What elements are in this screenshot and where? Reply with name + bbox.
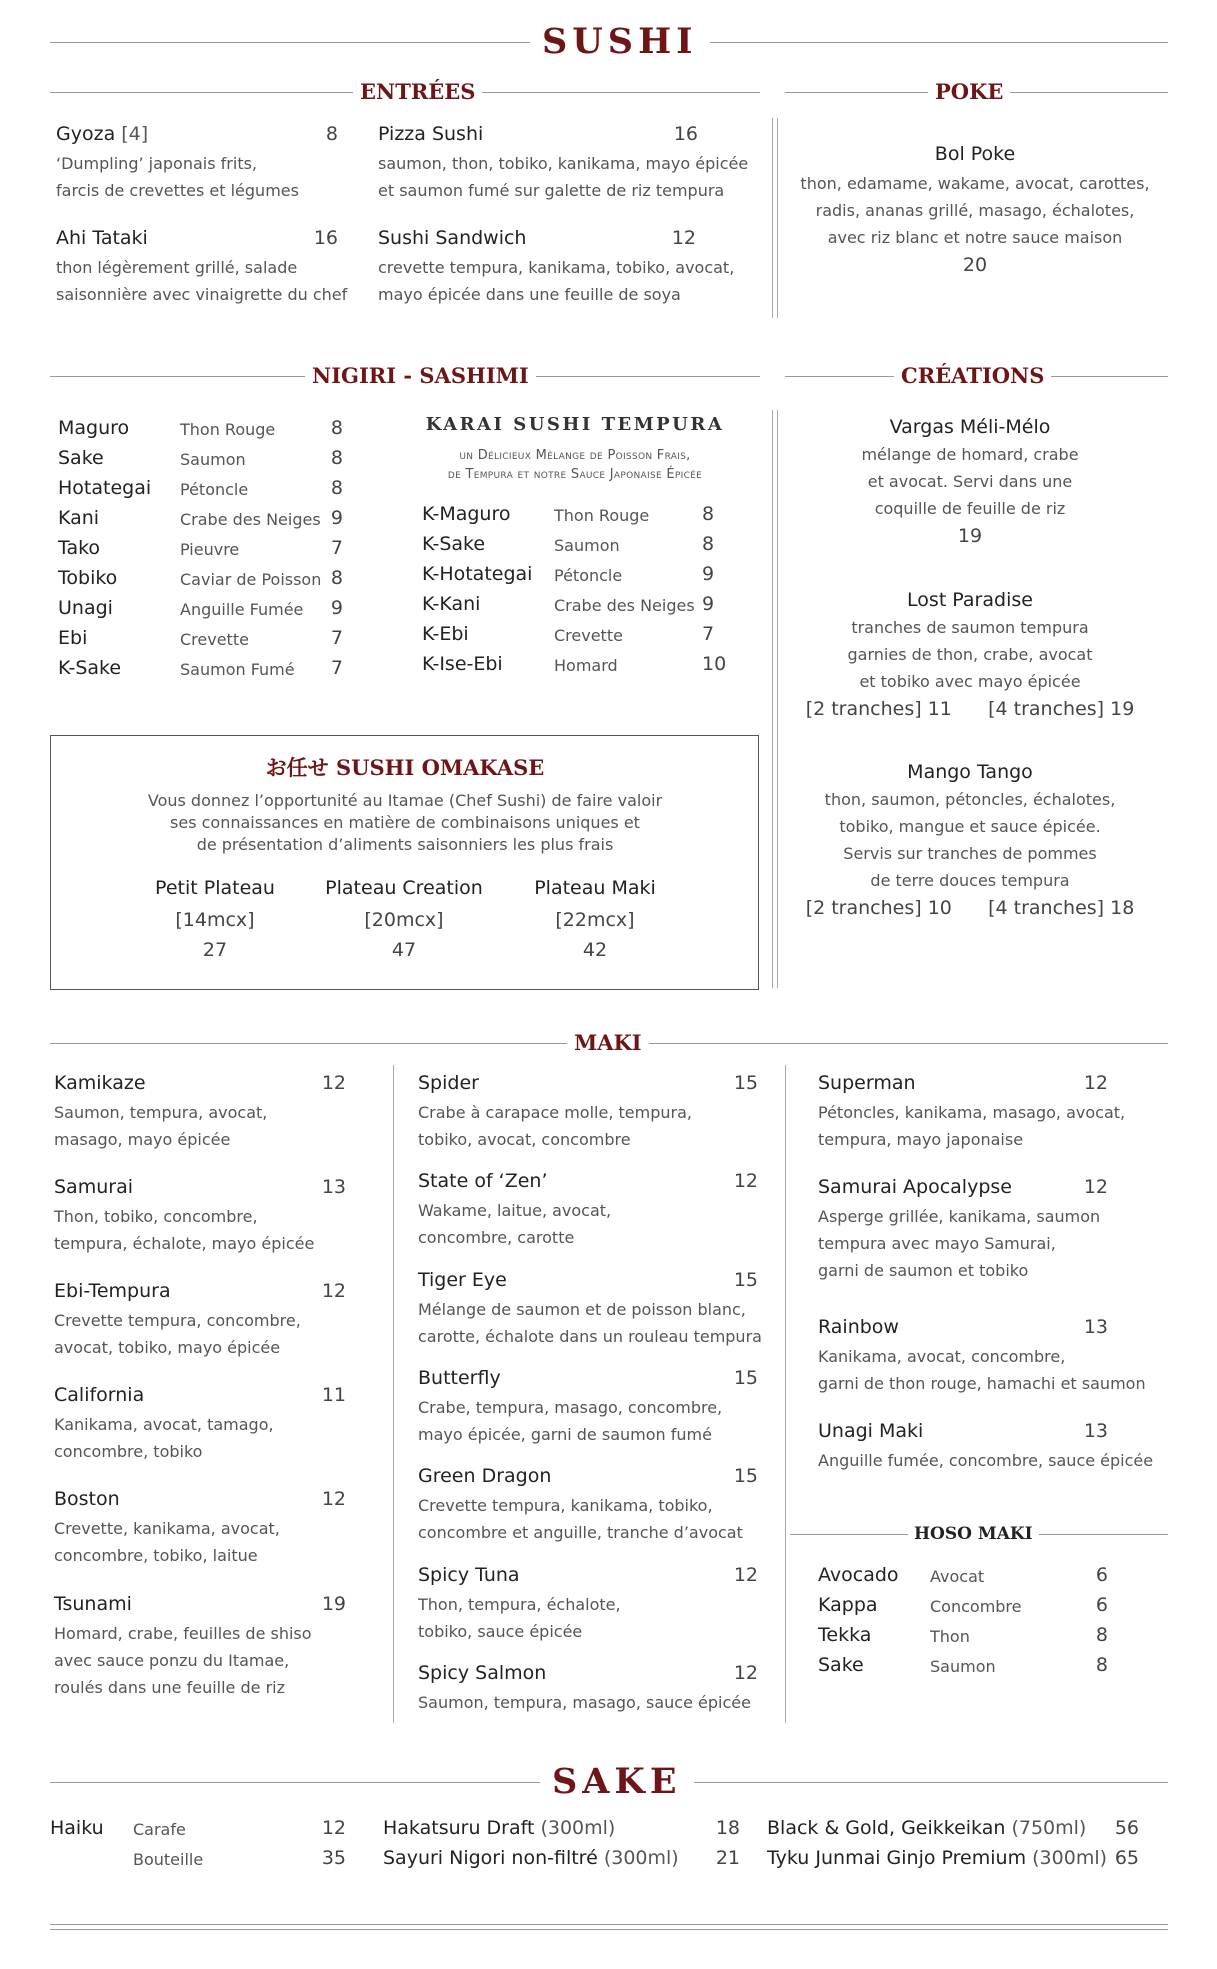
- list-item: K-Hotategai Pétoncle 9: [422, 563, 715, 585]
- list-item: Kani Crabe des Neiges 9: [58, 507, 343, 529]
- list-item: K-Kani Crabe des Neiges 9: [422, 593, 715, 615]
- creation-lost-paradise: Lost Paradise tranches de saumon tempura garnies de thon, crabe, avocat et tobiko avec mayo épicée [2 tranches] 11 [4 tranches] 19: [805, 589, 1135, 720]
- list-item: Tobiko Caviar de Poisson 8: [58, 567, 343, 589]
- list-item: Hotategai Pétoncle 8: [58, 477, 343, 499]
- list-item: K-Ebi Crevette 7: [422, 623, 715, 645]
- sake-tyku: Tyku Junmai Ginjo Premium (300ml) 65: [767, 1847, 1139, 1869]
- maki-title: MAKI: [567, 1030, 649, 1056]
- sake-haiku: Haiku Carafe 12 Bouteille 35: [50, 1817, 346, 1869]
- list-item: K-Maguro Thon Rouge 8: [422, 503, 715, 525]
- omakase-plate-creation: Plateau Creation [20mcx] 47: [325, 877, 483, 961]
- list-item: Avocado Avocat 6: [818, 1564, 1108, 1586]
- sushi-title: SUSHI: [530, 20, 710, 64]
- karai-subtitle-line1: un Délicieux Mélange de Poisson Frais,: [459, 448, 691, 463]
- list-item: Unagi Anguille Fumée 9: [58, 597, 343, 619]
- list-item: Sake Saumon 8: [58, 447, 343, 469]
- list-item: K-Ise-Ebi Homard 10: [422, 653, 727, 675]
- creations-title: CRÉATIONS: [894, 363, 1051, 389]
- sake-black-gold: Black & Gold, Geikkeikan (750ml) 56: [767, 1817, 1139, 1839]
- hoso-title: HOSO MAKI: [908, 1524, 1039, 1544]
- list-item: K-Sake Saumon 8: [422, 533, 715, 555]
- list-item: Ebi Crevette 7: [58, 627, 343, 649]
- creation-mango-tango: Mango Tango thon, saumon, pétoncles, échalotes, tobiko, mangue et sauce épicée. Servis sur tranches de pommes de terre douces tempura [2 tranches] 10 [4 tranches] 18: [805, 761, 1135, 919]
- list-item: Sake Saumon 8: [818, 1654, 1108, 1676]
- omakase-title: お任せ SUSHI OMAKASE: [265, 755, 545, 780]
- poke-title: POKE: [928, 79, 1010, 105]
- omakase-plate-maki: Plateau Maki [22mcx] 42: [534, 877, 656, 961]
- sake-title: SAKE: [540, 1760, 694, 1804]
- list-item: Tekka Thon 8: [818, 1624, 1108, 1646]
- sake-sayuri: Sayuri Nigori non-filtré (300ml) 21: [383, 1847, 740, 1869]
- karai-title: KARAI SUSHI TEMPURA: [425, 414, 725, 435]
- nigiri-title: NIGIRI - SASHIMI: [305, 363, 536, 389]
- list-item: K-Sake Saumon Fumé 7: [58, 657, 343, 679]
- list-item: Maguro Thon Rouge 8: [58, 417, 343, 439]
- karai-subtitle-line2: de Tempura et notre Sauce Japonaise Épicée: [447, 467, 703, 482]
- omakase-desc: Vous donnez l’opportunité au Itamae (Chef Sushi) de faire valoir ses connaissances en matière de combinaisons uniques et de présentation d’aliments saisonniers les plus frais: [147, 791, 663, 854]
- poke-item: Bol Poke thon, edamame, wakame, avocat, carottes, radis, ananas grillé, masago, échalotes, avec riz blanc et notre sauce maison 20: [800, 143, 1150, 276]
- list-item: Tako Pieuvre 7: [58, 537, 343, 559]
- list-item: Kappa Concombre 6: [818, 1594, 1108, 1616]
- creation-vargas: Vargas Méli-Mélo mélange de homard, crabe et avocat. Servi dans une coquille de feuille de riz 19: [861, 416, 1079, 547]
- omakase-plate-petit: Petit Plateau [14mcx] 27: [155, 877, 275, 961]
- sake-hakatsuru: Hakatsuru Draft (300ml) 18: [383, 1817, 740, 1839]
- entrees-title: ENTRÉES: [353, 79, 482, 105]
